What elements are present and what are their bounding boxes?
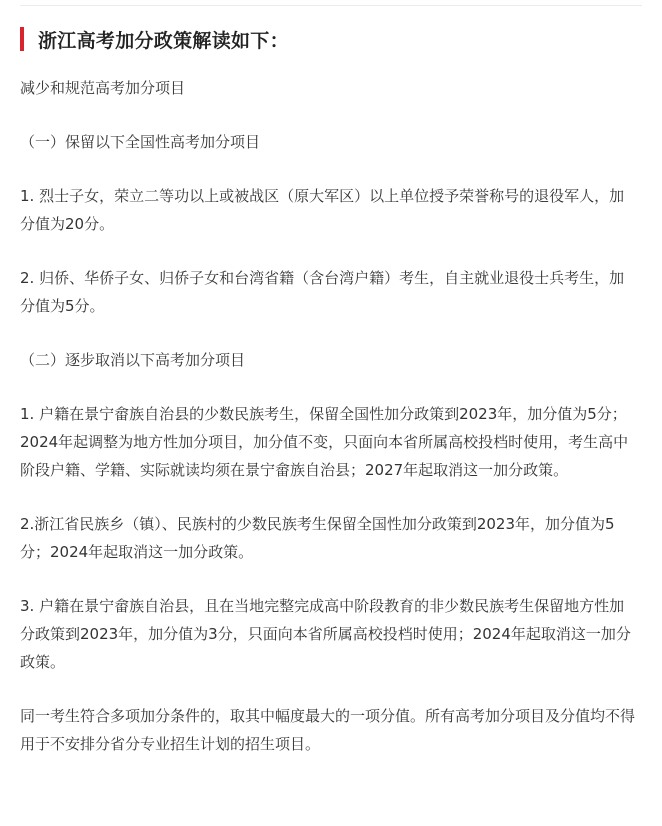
article-body — [20, 74, 638, 784]
section-heading — [20, 26, 289, 52]
page-title: 浙江高考加分政策解读如下： — [38, 29, 289, 52]
paragraph-cancelled-item-1: 1. 户籍在景宁畲族自治县的少数民族考生，保留全国性加分政策到2023年，加分值为5分；2024年起调整为地方性加分项目，加分值不变，只面向本省所属高校投档时使用，考生高中阶段户籍、学籍、实际就读均须在景宁畲族自治县；2027年起取消这一加分政策。 — [20, 405, 629, 479]
paragraph-cancelled-item-3: 3. 户籍在景宁畲族自治县，且在当地完整完成高中阶段教育的非少数民族考生保留地方性加分政策到2023年，加分值为3分，只面向本省所属高校投档时使用；2024年起取消这一加分政策。 — [20, 597, 631, 671]
paragraph-retained-item-2: 2. 归侨、华侨子女、归侨子女和台湾省籍（含台湾户籍）考生，自主就业退役士兵考生，加分值为5分。 — [20, 269, 625, 315]
paragraph-closing: 同一考生符合多项加分条件的，取其中幅度最大的一项分值。所有高考加分项目及分值均不得用于不安排分省分专业招生计划的招生项目。 — [20, 707, 636, 753]
subheading-cancelled: （二）逐步取消以下高考加分项目 — [20, 351, 246, 369]
paragraph-retained-item-1: 1. 烈士子女，荣立二等功以上或被战区（原大军区）以上单位授予荣誉称号的退役军人，加分值为20分。 — [20, 187, 625, 233]
top-divider — [20, 5, 642, 6]
subheading-retained: （一）保留以下全国性高考加分项目 — [20, 133, 261, 151]
paragraph-intro: 减少和规范高考加分项目 — [20, 79, 186, 97]
paragraph-cancelled-item-2: 2.浙江省民族乡（镇）、民族村的少数民族考生保留全国性加分政策到2023年，加分值为5分；2024年起取消这一加分政策。 — [20, 515, 615, 561]
heading-accent-bar — [20, 27, 24, 51]
